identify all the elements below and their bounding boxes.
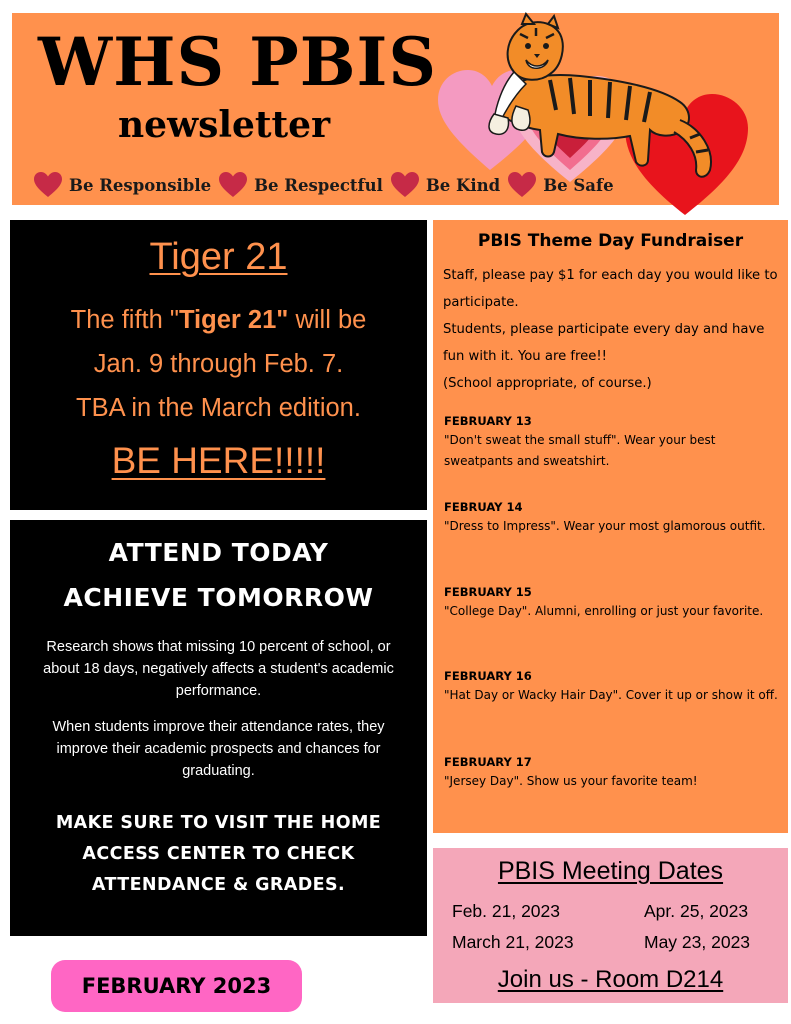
tiger-hearts-illustration: [430, 10, 770, 220]
theme-day-item: [444, 583, 780, 622]
newsletter-title: WHS PBIS: [38, 23, 438, 101]
meeting-room-callout: Join us - Room D214: [497, 966, 724, 993]
be-here-callout: BE HERE!!!!!: [111, 440, 326, 481]
attendance-title: [10, 530, 427, 620]
attendance-section: [10, 520, 427, 936]
attendance-title-line1: ATTEND TODAY: [108, 538, 329, 567]
heart-icon: [219, 172, 247, 198]
tiger21-line2: Jan. 9 through Feb. 7.: [93, 350, 344, 378]
fundraiser-students-text: Students, please participate every day and have fun with it. You are free!!: [443, 322, 765, 364]
tiger21-section: [10, 220, 427, 510]
value-respectful: [219, 172, 383, 198]
newsletter-subtitle: newsletter: [118, 104, 331, 146]
home-access-center-callout: MAKE SURE TO VISIT THE HOME ACCESS CENTER TO CHECK ATTENDANCE & GRADES.: [55, 813, 382, 895]
theme-day-date: FEBRUARY 17: [444, 755, 532, 769]
theme-day-description: "Jersey Day". Show us your favorite team!: [444, 774, 698, 788]
theme-day-item: [444, 498, 780, 537]
fundraiser-intro: [443, 262, 783, 397]
attendance-research-text: Research shows that missing 10 percent of school, or about 18 days, negatively affects a student's academic performance.: [43, 639, 394, 699]
theme-day-date: FEBRUAY 14: [444, 500, 523, 514]
theme-day-item: [444, 753, 780, 792]
theme-day-date: FEBRUARY 13: [444, 414, 532, 428]
theme-day-description: "Don't sweat the small stuff". Wear your best sweatpants and sweatshirt.: [444, 433, 716, 468]
value-label: Be Kind: [425, 175, 501, 195]
tiger21-line1: [10, 298, 427, 342]
tiger21-line1-bold: Tiger 21": [178, 306, 289, 334]
fundraiser-staff-text: Staff, please pay $1 for each day you would like to participate.: [443, 268, 778, 310]
edition-badge: FEBRUARY 2023: [51, 960, 302, 1012]
value-label: Be Respectful: [254, 175, 383, 195]
tiger21-details: [10, 298, 427, 430]
value-responsible: [34, 172, 211, 198]
attendance-title-line2: ACHIEVE TOMORROW: [63, 583, 374, 612]
value-label: Be Safe: [543, 175, 614, 195]
theme-day-date: FEBRUARY 16: [444, 669, 532, 683]
meeting-date: March 21, 2023: [452, 932, 574, 952]
theme-day-date: FEBRUARY 15: [444, 585, 532, 599]
meeting-dates-title: PBIS Meeting Dates: [497, 857, 724, 885]
meeting-dates-section: [433, 848, 788, 1003]
fundraiser-title: PBIS Theme Day Fundraiser: [477, 231, 744, 251]
theme-day-item: [444, 667, 780, 706]
heart-icon: [391, 172, 419, 198]
theme-day-fundraiser-section: [433, 220, 788, 833]
meeting-date: May 23, 2023: [644, 932, 751, 952]
theme-day-description: "Dress to Impress". Wear your most glamorous outfit.: [444, 519, 766, 533]
value-label: Be Responsible: [69, 175, 212, 195]
attendance-benefit-text: When students improve their attendance rates, they improve their academic prospects and chances for graduating.: [52, 719, 385, 779]
meeting-date: Feb. 21, 2023: [452, 901, 560, 921]
tiger21-line1-post: will be: [288, 306, 367, 334]
theme-day-item: [444, 412, 780, 472]
tiger21-title: Tiger 21: [149, 236, 288, 278]
fundraiser-note-text: (School appropriate, of course.): [443, 376, 652, 391]
theme-day-description: "Hat Day or Wacky Hair Day". Cover it up or show it off.: [444, 688, 778, 702]
heart-icon: [34, 172, 62, 198]
tiger21-line3: TBA in the March edition.: [76, 394, 361, 422]
theme-day-description: "College Day". Alumni, enrolling or just your favorite.: [444, 604, 764, 618]
meeting-date: Apr. 25, 2023: [644, 901, 749, 921]
tiger21-line1-pre: The fifth ": [70, 306, 179, 334]
